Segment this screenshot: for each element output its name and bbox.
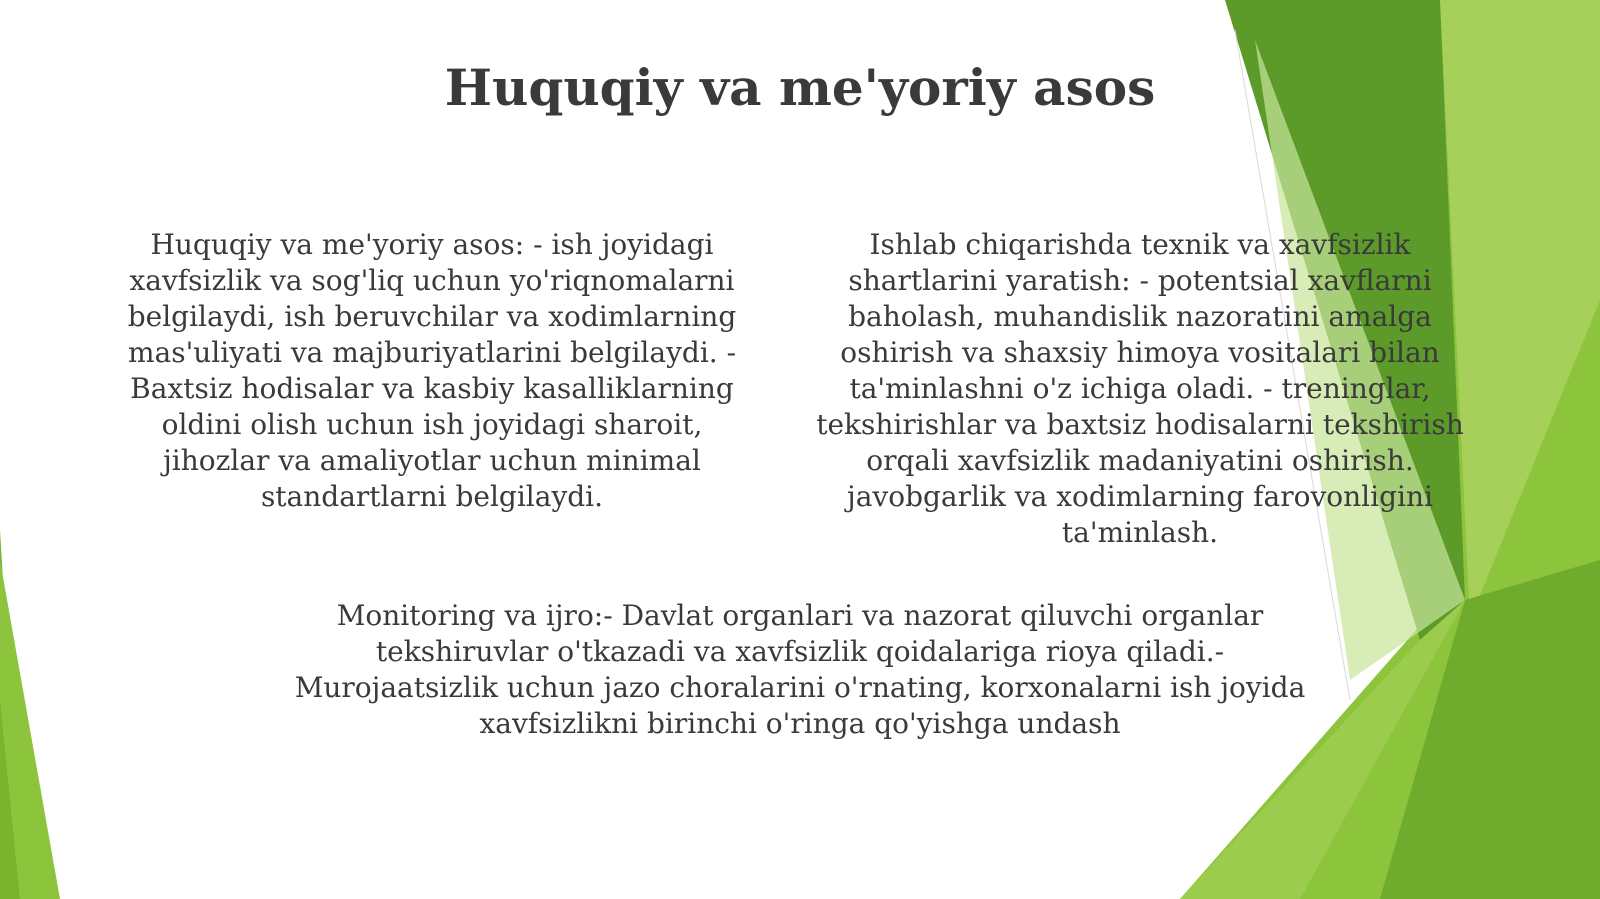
paragraph-technical-safety: Ishlab chiqarishda texnik va xavfsizlik shartlarini yaratish: - potentsial xavflarni baholash, muhandislik nazoratini amalga oshirish va shaxsiy himoya vositalari bilan ta'minlashni o'z ichiga oladi. - treninglar, tekshirishlar va baxtsiz hodisalarni tekshirish orqali xavfsizlik madaniyatini oshirish. javobgarlik va xodimlarning farovonligini ta'minlash. bbox=[816, 228, 1464, 549]
paragraph-legal-framework: Huquqiy va me'yoriy asos: - ish joyidagi xavfsizlik va sog'liq uchun yo'riqnomalarni belgilaydi, ish beruvchilar va xodimlarning mas'uliyati va majburiyatlarini belgilaydi. - Baxtsiz hodisalar va kasbiy kasalliklarning oldini olish uchun ish joyidagi sharoit, jihozlar va amaliyotlar uchun minimal standartlarni belgilaydi. bbox=[127, 228, 737, 513]
slide-title: Huquqiy va me'yoriy asos bbox=[444, 58, 1156, 117]
paragraph-monitoring: Monitoring va ijro:- Davlat organlari va nazorat qiluvchi organlar tekshiruvlar o'tkazadi va xavfsizlik qoidalariga rioya qiladi.- Murojaatsizlik uchun jazo choralarini o'rnating, korxonalarni ish joyida xavfsizlikni birinchi o'ringa qo'yishga undash bbox=[294, 599, 1306, 740]
